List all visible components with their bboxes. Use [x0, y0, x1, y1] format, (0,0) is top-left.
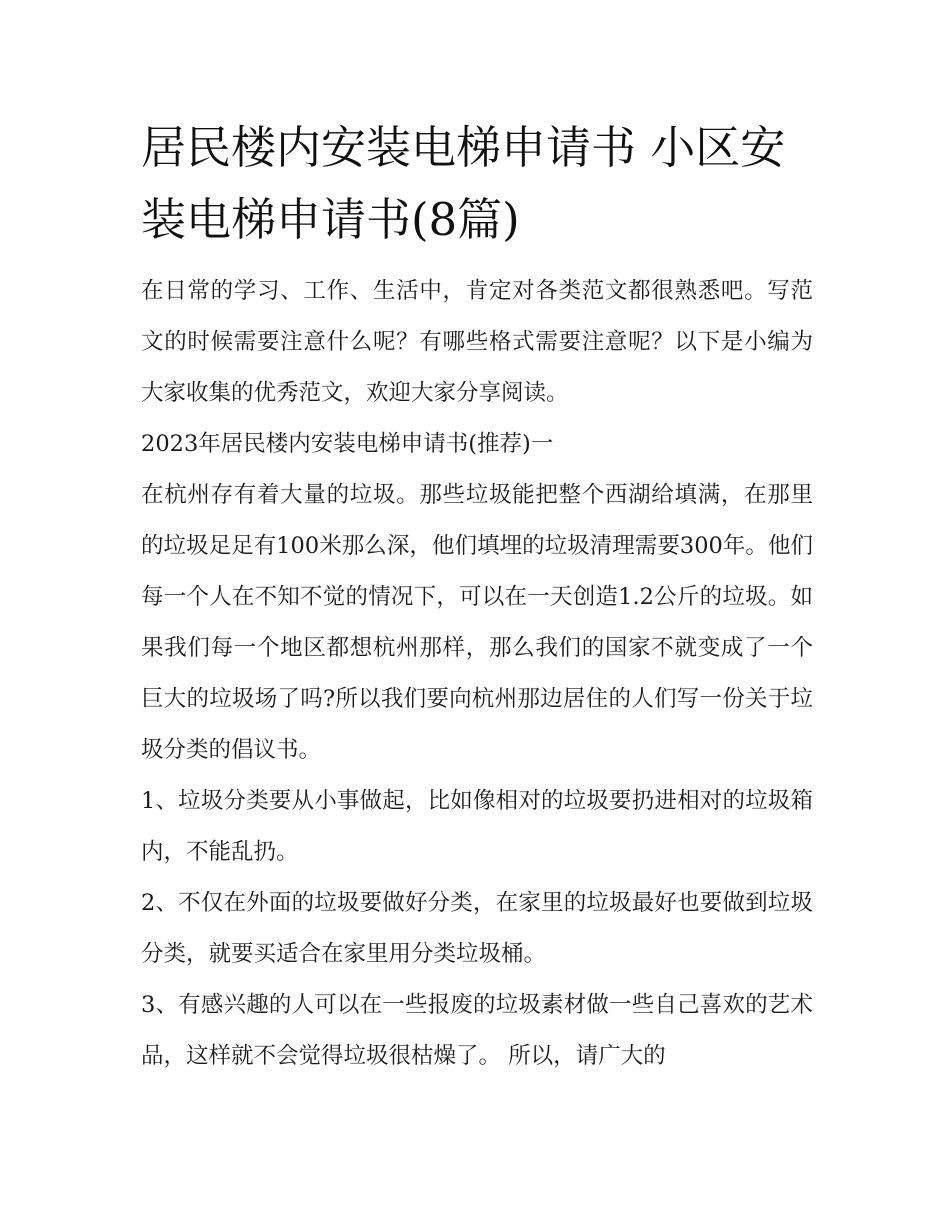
document-title: 居民楼内安装电梯申请书 小区安装电梯申请书(8篇) — [141, 121, 786, 246]
list-item-1: 1、垃圾分类要从小事做起，比如像相对的垃圾要扔进相对的垃圾箱内，不能乱扔。 — [141, 788, 813, 865]
intro-paragraph: 在日常的学习、工作、生活中，肯定对各类范文都很熟悉吧。写范文的时候需要注意什么呢？有哪些格式需要注意呢？以下是小编为大家收集的优秀范文，欢迎大家分享阅读。 — [141, 278, 813, 406]
document-body — [141, 266, 813, 1082]
section-heading: 2023年居民楼内安装电梯申请书(推荐)一 — [141, 431, 554, 457]
document-page — [141, 112, 813, 1082]
list-item-2: 2、不仅在外面的垃圾要做好分类，在家里的垃圾最好也要做到垃圾分类，就要买适合在家里用分类垃圾桶。 — [141, 890, 813, 967]
body-paragraph: 在杭州存有着大量的垃圾。那些垃圾能把整个西湖给填满，在那里的垃圾足足有100米那么深，他们填埋的垃圾清理需要300年。他们每一个人在不知不觉的情况下，可以在一天创造1.2公斤的垃圾。如果我们每一个地区都想杭州那样，那么我们的国家不就变成了一个巨大的垃圾场了吗?所以我们要向杭州那边居住的人们写一份关于垃圾分类的倡议书。 — [141, 482, 813, 763]
list-item-3: 3、有感兴趣的人可以在一些报废的垃圾素材做一些自己喜欢的艺术品，这样就不会觉得垃圾很枯燥了。 所以，请广大的 — [141, 992, 813, 1069]
